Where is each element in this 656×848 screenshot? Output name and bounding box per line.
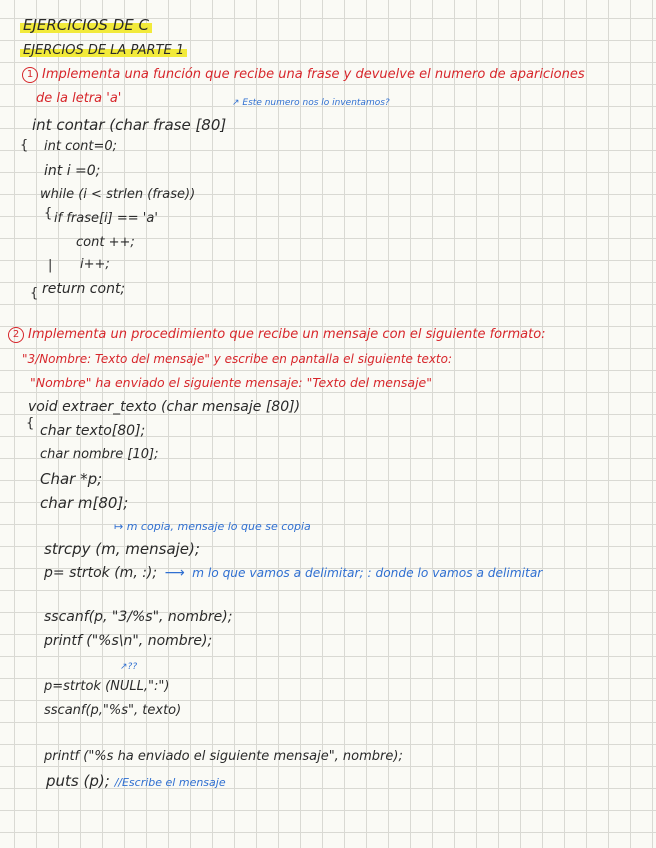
code-line: p=strtok (NULL,":") — [44, 679, 170, 694]
page-subtitle: EJERCIOS DE LA PARTE 1 — [20, 42, 187, 60]
exercise-2-statement: 2 Implementa un procedimiento que recibe un mensaje con el siguiente formato: — [8, 326, 546, 344]
strcpy-note: ↦ m copia, mensaje lo que se copia — [114, 520, 311, 533]
page-title: EJERCICIOS DE C — [20, 16, 152, 34]
code-line: Char *p; — [40, 470, 103, 488]
code-line: cont ++; — [76, 235, 135, 250]
code-line: int contar (char frase [80] — [32, 116, 227, 134]
code-line: void extraer_texto (char mensaje [80]) — [28, 399, 301, 415]
code-line: sscanf(p,"%s", texto) — [44, 703, 182, 718]
code-line: char m[80]; — [40, 494, 129, 512]
arrow-icon: ↗ — [120, 662, 128, 672]
exercise-1-statement: 1 Implementa una función que recibe una frase y devuelve el numero de apariciones — [22, 66, 585, 84]
exercise-1-statement-line2: de la letra 'a' — [36, 91, 122, 106]
close-brace-mark: | — [48, 258, 53, 273]
code-line: int i =0; — [44, 163, 101, 179]
puts-note: //Escribe el mensaje — [114, 776, 226, 789]
arrow-icon: ↦ — [114, 520, 124, 533]
code-line: int cont=0; — [44, 139, 118, 154]
open-brace-mark: { — [20, 138, 29, 153]
code-line: char texto[80]; — [40, 423, 146, 439]
code-line: sscanf(p, "3/%s", nombre); — [44, 609, 233, 625]
exercise-2-number: 2 — [8, 327, 24, 343]
arrow-icon: ⟶ — [164, 565, 185, 581]
code-line: return cont; — [42, 281, 126, 297]
code-line: char nombre [10]; — [40, 447, 159, 462]
exercise-1-note: ↗ Este numero nos lo inventamos? — [232, 98, 390, 108]
code-line: puts (p); //Escribe el mensaje — [46, 772, 226, 790]
code-line: i++; — [80, 257, 110, 272]
code-line: printf ("%s ha enviado el siguiente mensaje", nombre); — [44, 749, 403, 764]
exercise-1-number: 1 — [22, 67, 38, 83]
null-note: ↗?? — [120, 662, 138, 672]
strtok-note: m lo que vamos a delimitar; : donde lo vamos a delimitar — [192, 566, 543, 580]
code-line: strcpy (m, mensaje); — [44, 540, 200, 558]
exercise-2-statement-line2: "3/Nombre: Texto del mensaje" y escribe en pantalla el siguiente texto: — [22, 352, 453, 366]
code-line: p= strtok (m, :); ⟶ m lo que vamos a delimitar; : donde lo vamos a delimitar — [44, 565, 543, 581]
code-line: if frase[i] == 'a' — [54, 211, 158, 226]
arrow-icon: ↗ — [232, 98, 240, 108]
exercise-2-statement-line3: "Nombre" ha enviado el siguiente mensaje: "Texto del mensaje" — [30, 375, 433, 390]
open-brace-mark: { — [26, 416, 35, 431]
open-brace-mark: { — [44, 206, 53, 221]
code-line: printf ("%s\n", nombre); — [44, 633, 213, 649]
close-brace-mark: { — [30, 286, 39, 301]
code-line: while (i < strlen (frase)) — [40, 187, 196, 202]
